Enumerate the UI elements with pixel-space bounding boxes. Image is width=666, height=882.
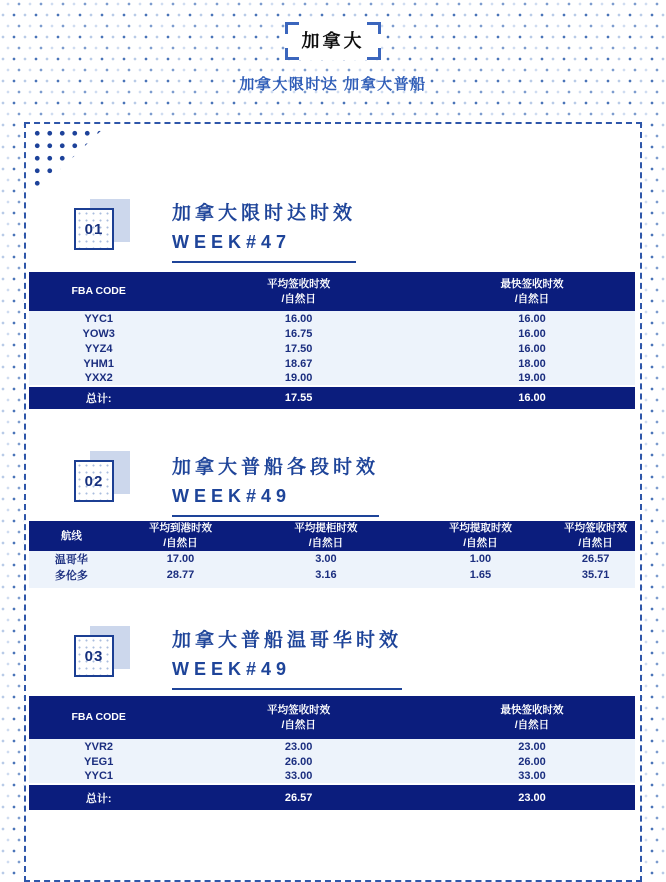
table-cell: 26.57 xyxy=(556,551,635,567)
table-cell: 35.71 xyxy=(556,567,635,588)
section-week: WEEK#47 xyxy=(172,232,292,252)
total-cell: 26.57 xyxy=(168,784,429,810)
table-cell: YYZ4 xyxy=(29,341,168,356)
table-cell: 23.00 xyxy=(168,739,429,754)
table-cell: 1.00 xyxy=(405,551,557,567)
section-title-block xyxy=(172,454,379,517)
page-subtitle: 加拿大限时达 加拿大普船 xyxy=(239,76,427,93)
country-title: 加拿大 xyxy=(301,31,365,51)
content-panel xyxy=(24,122,642,882)
table-cell: 16.00 xyxy=(429,326,635,341)
column-header: 最快签收时效 /自然日 xyxy=(429,696,635,739)
table-cell: 17.00 xyxy=(114,551,247,567)
table-row xyxy=(29,551,635,567)
table-row xyxy=(29,739,635,754)
dots-decoration xyxy=(30,126,106,198)
table-cell: YEG1 xyxy=(29,754,168,769)
table-row xyxy=(29,567,635,588)
total-cell: 16.00 xyxy=(429,386,635,409)
table-cell: 19.00 xyxy=(429,371,635,386)
table-cell: YXX2 xyxy=(29,371,168,386)
column-header: 最快签收时效 /自然日 xyxy=(429,272,635,311)
total-cell: 23.00 xyxy=(429,784,635,810)
table-row xyxy=(29,341,635,356)
total-row xyxy=(29,784,635,810)
section-week: WEEK#49 xyxy=(172,659,292,679)
table-cell: 26.00 xyxy=(429,754,635,769)
section-week: WEEK#49 xyxy=(172,486,292,506)
table-cell: 17.50 xyxy=(168,341,429,356)
table-cell: YYC1 xyxy=(29,311,168,326)
section-number: 03 xyxy=(74,635,114,677)
column-header: 航线 xyxy=(29,521,114,551)
table-cell: 16.75 xyxy=(168,326,429,341)
table-cell: 18.67 xyxy=(168,356,429,371)
table-row xyxy=(29,371,635,386)
column-header: 平均到港时效 /自然日 xyxy=(114,521,247,551)
table-cell: 18.00 xyxy=(429,356,635,371)
table-row xyxy=(29,326,635,341)
table-row xyxy=(29,769,635,784)
table-cell: YHM1 xyxy=(29,356,168,371)
header-row xyxy=(29,696,635,739)
table-row xyxy=(29,311,635,326)
total-cell: 总计: xyxy=(29,386,168,409)
header-row xyxy=(29,521,635,551)
bracket-corner-icon xyxy=(285,48,299,60)
bracket-corner-icon xyxy=(367,22,381,34)
section-title: 加拿大普船各段时效 xyxy=(172,457,380,478)
section-title-block xyxy=(172,627,402,690)
country-title-frame xyxy=(285,22,381,60)
table-cell: 16.00 xyxy=(429,311,635,326)
total-cell: 总计: xyxy=(29,784,168,810)
section-badge xyxy=(74,460,114,502)
column-header: 平均签收时效 /自然日 xyxy=(556,521,635,551)
section-title-block xyxy=(172,200,356,263)
total-row xyxy=(29,386,635,409)
column-header: FBA CODE xyxy=(29,696,168,739)
section-title: 加拿大限时达时效 xyxy=(172,203,357,224)
section-badge xyxy=(74,635,114,677)
table-row xyxy=(29,356,635,371)
column-header: 平均提柜时效 /自然日 xyxy=(247,521,405,551)
column-header: 平均提取时效 /自然日 xyxy=(405,521,557,551)
table-cell: YVR2 xyxy=(29,739,168,754)
vancouver-timeliness-table xyxy=(29,696,635,810)
section-number: 01 xyxy=(74,208,114,250)
section-badge xyxy=(74,208,114,250)
table-cell: 多伦多 xyxy=(29,567,114,588)
table-cell: YOW3 xyxy=(29,326,168,341)
table-cell: 28.77 xyxy=(114,567,247,588)
table-cell: 23.00 xyxy=(429,739,635,754)
table-cell: 26.00 xyxy=(168,754,429,769)
section-title: 加拿大普船温哥华时效 xyxy=(172,630,403,651)
table-cell: 33.00 xyxy=(168,769,429,784)
column-header: 平均签收时效 /自然日 xyxy=(168,696,429,739)
express-timeliness-table xyxy=(29,272,635,409)
section-number: 02 xyxy=(74,460,114,502)
bracket-corner-icon xyxy=(285,22,299,34)
table-row xyxy=(29,754,635,769)
segment-timeliness-table xyxy=(29,521,635,588)
table-cell: 16.00 xyxy=(168,311,429,326)
table-cell: 3.16 xyxy=(247,567,405,588)
column-header: FBA CODE xyxy=(29,272,168,311)
table-cell: 16.00 xyxy=(429,341,635,356)
header-row xyxy=(29,272,635,311)
table-cell: 19.00 xyxy=(168,371,429,386)
table-cell: 1.65 xyxy=(405,567,557,588)
table-cell: YYC1 xyxy=(29,769,168,784)
table-cell: 温哥华 xyxy=(29,551,114,567)
column-header: 平均签收时效 /自然日 xyxy=(168,272,429,311)
table-cell: 33.00 xyxy=(429,769,635,784)
table-cell: 3.00 xyxy=(247,551,405,567)
total-cell: 17.55 xyxy=(168,386,429,409)
bracket-corner-icon xyxy=(367,48,381,60)
